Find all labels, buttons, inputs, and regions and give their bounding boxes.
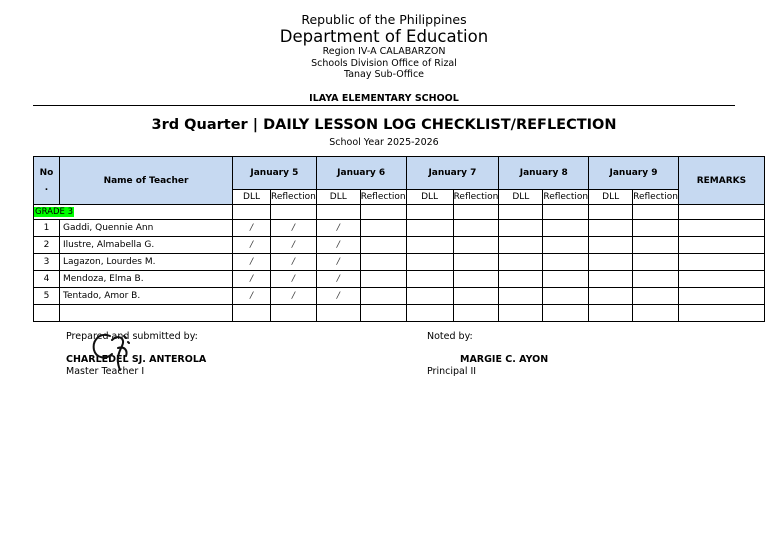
check-cell[interactable] <box>543 288 589 305</box>
check-cell[interactable] <box>360 220 406 237</box>
empty-cell <box>360 305 406 322</box>
empty-cell <box>233 205 271 220</box>
empty-cell <box>34 305 60 322</box>
check-cell[interactable] <box>543 254 589 271</box>
remarks-cell[interactable] <box>678 237 764 254</box>
row-number: 5 <box>34 288 60 305</box>
noted-label: Noted by: <box>427 331 473 342</box>
teacher-name: Tentado, Amor B. <box>60 288 233 305</box>
check-cell[interactable] <box>633 254 679 271</box>
empty-cell <box>678 305 764 322</box>
check-cell[interactable]: / <box>271 220 317 237</box>
check-cell[interactable]: / <box>233 288 271 305</box>
division-line: Schools Division Office of Rizal <box>311 58 457 69</box>
sub-dll: DLL <box>499 190 543 205</box>
empty-cell <box>543 205 589 220</box>
date-header: January 6 <box>316 157 406 190</box>
check-cell[interactable] <box>589 271 633 288</box>
check-cell[interactable] <box>406 271 453 288</box>
department-line: Department of Education <box>279 27 489 46</box>
empty-cell <box>406 305 453 322</box>
sub-reflection: Reflection <box>271 190 317 205</box>
check-cell[interactable] <box>633 237 679 254</box>
header-divider <box>33 105 735 106</box>
check-cell[interactable] <box>589 220 633 237</box>
check-cell[interactable]: / <box>316 237 360 254</box>
check-cell[interactable]: / <box>271 237 317 254</box>
check-cell[interactable]: / <box>271 288 317 305</box>
check-cell[interactable] <box>406 288 453 305</box>
grade-cell <box>34 205 233 220</box>
check-cell[interactable] <box>633 220 679 237</box>
date-header: January 5 <box>233 157 317 190</box>
date-header: January 7 <box>406 157 499 190</box>
check-cell[interactable]: / <box>233 271 271 288</box>
check-cell[interactable] <box>453 254 499 271</box>
check-cell[interactable] <box>499 220 543 237</box>
empty-cell <box>316 205 360 220</box>
check-cell[interactable]: / <box>316 254 360 271</box>
sub-dll: DLL <box>233 190 271 205</box>
check-cell[interactable] <box>633 271 679 288</box>
school-name: ILAYA ELEMENTARY SCHOOL <box>309 93 459 104</box>
check-cell[interactable] <box>499 254 543 271</box>
teacher-name: Gaddi, Quennie Ann <box>60 220 233 237</box>
table-row <box>34 237 765 254</box>
prepared-name: CHARLEDEL SJ. ANTEROLA <box>66 354 207 365</box>
empty-cell <box>678 205 764 220</box>
teacher-name: Mendoza, Elma B. <box>60 271 233 288</box>
check-cell[interactable] <box>360 288 406 305</box>
check-cell[interactable] <box>499 288 543 305</box>
check-cell[interactable] <box>406 220 453 237</box>
row-number: 1 <box>34 220 60 237</box>
check-cell[interactable] <box>360 254 406 271</box>
empty-cell <box>633 305 679 322</box>
check-cell[interactable] <box>406 254 453 271</box>
teacher-name: Ilustre, Almabella G. <box>60 237 233 254</box>
check-cell[interactable] <box>499 237 543 254</box>
check-cell[interactable]: / <box>271 254 317 271</box>
checklist-table <box>33 156 765 322</box>
check-cell[interactable]: / <box>271 271 317 288</box>
empty-cell <box>499 205 543 220</box>
date-header: January 9 <box>589 157 679 190</box>
check-cell[interactable]: / <box>316 271 360 288</box>
sub-reflection: Reflection <box>633 190 679 205</box>
check-cell[interactable] <box>360 237 406 254</box>
signature-scribble <box>88 330 138 376</box>
empty-cell <box>271 305 317 322</box>
region-line: Region IV-A CALABARZON <box>322 46 446 57</box>
check-cell[interactable] <box>453 288 499 305</box>
check-cell[interactable]: / <box>316 220 360 237</box>
sub-reflection: Reflection <box>453 190 499 205</box>
sub-reflection: Reflection <box>360 190 406 205</box>
sub-reflection: Reflection <box>543 190 589 205</box>
grade-label: GRADE 3 <box>35 207 73 217</box>
col-no-header: No . <box>34 157 60 205</box>
check-cell[interactable] <box>543 271 589 288</box>
empty-cell <box>360 205 406 220</box>
republic-line: Republic of the Philippines <box>301 12 467 27</box>
empty-cell <box>453 205 499 220</box>
sub-office-line: Tanay Sub-Office <box>343 69 425 80</box>
table-row <box>34 254 765 271</box>
empty-cell <box>316 305 360 322</box>
noted-title: Principal II <box>427 366 477 377</box>
check-cell[interactable] <box>589 288 633 305</box>
col-remarks-header: REMARKS <box>678 157 764 205</box>
empty-cell <box>453 305 499 322</box>
prepared-label: Prepared and submitted by: <box>66 331 198 342</box>
empty-cell <box>589 205 633 220</box>
remarks-cell[interactable] <box>678 288 764 305</box>
sub-dll: DLL <box>589 190 633 205</box>
check-cell[interactable] <box>453 237 499 254</box>
check-cell[interactable]: / <box>233 254 271 271</box>
table-row <box>34 271 765 288</box>
check-cell[interactable]: / <box>233 237 271 254</box>
remarks-cell[interactable] <box>678 220 764 237</box>
table-row <box>34 220 765 237</box>
grade-row <box>34 205 765 220</box>
row-number: 4 <box>34 271 60 288</box>
check-cell[interactable] <box>589 254 633 271</box>
empty-cell <box>543 305 589 322</box>
prepared-title: Master Teacher I <box>66 366 145 377</box>
row-number: 2 <box>34 237 60 254</box>
table-row <box>34 288 765 305</box>
empty-cell <box>233 305 271 322</box>
check-cell[interactable] <box>633 288 679 305</box>
check-cell[interactable] <box>453 220 499 237</box>
check-cell[interactable] <box>406 237 453 254</box>
date-header: January 8 <box>499 157 589 190</box>
check-cell[interactable] <box>499 271 543 288</box>
header-row <box>34 157 765 190</box>
teacher-name: Lagazon, Lourdes M. <box>60 254 233 271</box>
check-cell[interactable] <box>543 220 589 237</box>
col-name-header: Name of Teacher <box>60 157 233 205</box>
row-number: 3 <box>34 254 60 271</box>
empty-cell <box>499 305 543 322</box>
empty-cell <box>633 205 679 220</box>
page-title: 3rd Quarter | DAILY LESSON LOG CHECKLIST/REFLECTION <box>151 117 617 133</box>
empty-cell <box>60 305 233 322</box>
check-cell[interactable] <box>453 271 499 288</box>
remarks-cell[interactable] <box>678 254 764 271</box>
school-year: School Year 2025-2026 <box>329 137 439 148</box>
noted-name: MARGIE C. AYON <box>460 354 549 365</box>
check-cell[interactable] <box>360 271 406 288</box>
empty-cell <box>406 205 453 220</box>
remarks-cell[interactable] <box>678 271 764 288</box>
check-cell[interactable]: / <box>316 288 360 305</box>
check-cell[interactable] <box>543 237 589 254</box>
empty-cell <box>271 205 317 220</box>
table-row-empty <box>34 305 765 322</box>
check-cell[interactable]: / <box>233 220 271 237</box>
check-cell[interactable] <box>589 237 633 254</box>
empty-cell <box>589 305 633 322</box>
sub-dll: DLL <box>406 190 453 205</box>
sub-dll: DLL <box>316 190 360 205</box>
